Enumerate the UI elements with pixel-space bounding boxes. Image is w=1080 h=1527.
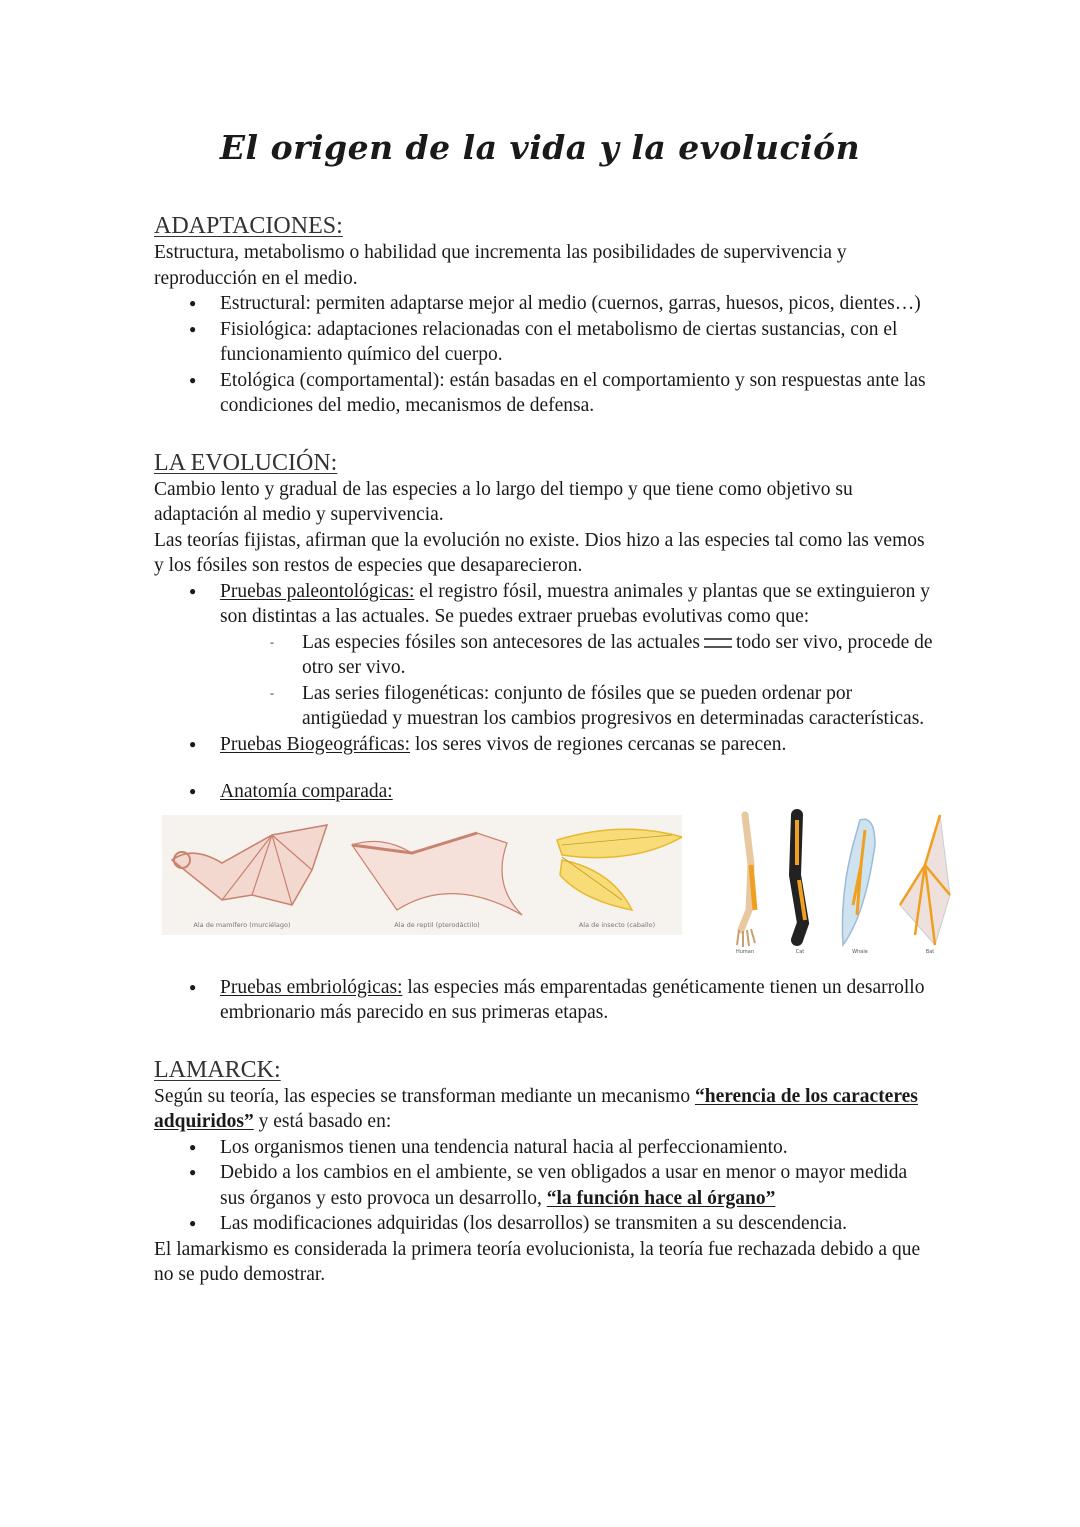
pterodactyl-wing-icon	[352, 833, 522, 915]
lamarck-intro	[154, 1084, 934, 1135]
limb-caption: Whale	[852, 948, 868, 955]
wing-caption: Ala de insecto (caballo)	[578, 920, 656, 929]
adaptaciones-intro: Estructura, metabolismo o habilidad que incrementa las posibilidades de supervivencia y reproducción en el medio.	[154, 242, 847, 289]
wing-caption: Ala de reptil (pterodáctilo)	[394, 920, 480, 929]
bat-wing-limb-icon	[900, 815, 950, 945]
sublist-item: - Las series filogenéticas: conjunto de fósiles que se pueden ordenar por antigüedad y muestran los cambios progresivos en determinadas características.	[302, 681, 934, 732]
document-body	[154, 212, 934, 1288]
embrio-text: las especies más emparentadas genéticamente tienen un desarrollo embrionario más parecido en sus primeras etapas.	[220, 976, 925, 1023]
sublist-item	[302, 630, 934, 681]
list-item: ● Fisiológica: adaptaciones relacionadas con el metabolismo de ciertas sustancias, con el funcionamiento químico del cuerpo.	[220, 317, 934, 368]
lamarck-closing: El lamarkismo es considerada la primera teoría evolucionista, la teoría fue rechazada debido a que no se pudo demostrar.	[154, 1238, 921, 1285]
list-item: ● Estructural: permiten adaptarse mejor al medio (cuernos, garras, huesos, picos, dientes…)	[220, 291, 934, 317]
anatomia-label: Anatomía comparada:	[220, 781, 393, 802]
item2-text: Debido a los cambios en el ambiente, se ven obligados a usar en menor o mayor medida sus órganos y esto provoca un desarrollo,	[220, 1162, 908, 1209]
bat-wing-icon	[172, 825, 327, 905]
cat-leg-icon	[795, 815, 805, 940]
evolucion-fijistas: Las teorías fijistas, afirman que la evolución no existe. Dios hizo a las especies tal como las vemos y los fósiles son restos de especies que desaparecieron.	[154, 529, 925, 576]
list-item-embrio	[220, 975, 934, 1026]
paleo-sublist	[220, 630, 934, 732]
anatomia-figures	[162, 805, 934, 975]
limb-caption: Cat	[795, 948, 805, 955]
lamarck-intro-bold: “herencia de los caracteres adquiridos”	[154, 1085, 918, 1132]
section-heading-adaptaciones: ADAPTACIONES:	[154, 213, 343, 239]
paleo-text: el registro fósil, muestra animales y plantas que se extinguieron y son distintas a las actuales. Se puedes extraer pruebas evolutivas como que:	[220, 580, 930, 627]
list-item	[220, 1160, 934, 1211]
lamarck-intro-a: Según su teoría, las especies se transforman mediante un mecanismo	[154, 1085, 695, 1107]
list-item: ● Etológica (comportamental): están basadas en el comportamiento y son respuestas ante las condiciones del medio, mecanismos de defensa.	[220, 368, 934, 419]
paleo-label: Pruebas paleontológicas:	[220, 580, 415, 602]
sub1-text-b: todo ser vivo, procede de otro ser vivo.	[302, 631, 933, 678]
list-item-paleo	[220, 579, 934, 732]
limb-homology-image	[725, 805, 955, 955]
insect-wing-icon	[557, 829, 682, 910]
evolucion-list	[154, 579, 934, 758]
limb-caption: Human	[735, 948, 755, 955]
wing-comparison-image	[162, 815, 682, 935]
list-item: ● Los organismos tienen una tendencia natural hacia al perfeccionamiento.	[220, 1135, 934, 1161]
embrio-list	[154, 975, 934, 1026]
embrio-label: Pruebas embriológicas:	[220, 976, 403, 998]
section-heading-evolucion: LA EVOLUCIÓN:	[154, 449, 338, 476]
limb-caption: Bat	[925, 948, 935, 955]
lamarck-intro-b: y está basado en:	[253, 1111, 392, 1132]
lamarck-list	[154, 1135, 934, 1237]
list-item-biogeo	[220, 732, 934, 758]
human-arm-icon	[737, 815, 755, 947]
section-heading-lamarck: LAMARCK:	[154, 1056, 281, 1083]
biogeo-label: Pruebas Biogeográficas:	[220, 733, 411, 755]
list-item: ● Las modificaciones adquiridas (los desarrollos) se transmiten a su descendencia.	[220, 1211, 934, 1237]
sub1-text-a: Las especies fósiles son antecesores de las actuales	[302, 631, 700, 653]
page-title: El origen de la vida y la evolución	[219, 128, 861, 167]
equivalence-icon	[704, 638, 732, 648]
wing-caption: Ala de mamífero (murciélago)	[193, 920, 291, 929]
whale-flipper-icon	[842, 819, 875, 945]
biogeo-text: los seres vivos de regiones cercanas se parecen.	[410, 733, 787, 755]
item2-bold: “la función hace al órgano”	[546, 1187, 776, 1209]
list-item-anatomia	[220, 779, 934, 805]
adaptaciones-list	[154, 291, 934, 419]
anatomia-list	[154, 779, 934, 805]
evolucion-intro: Cambio lento y gradual de las especies a lo largo del tiempo y que tiene como objetivo su adaptación al medio y supervivencia.	[154, 478, 853, 525]
